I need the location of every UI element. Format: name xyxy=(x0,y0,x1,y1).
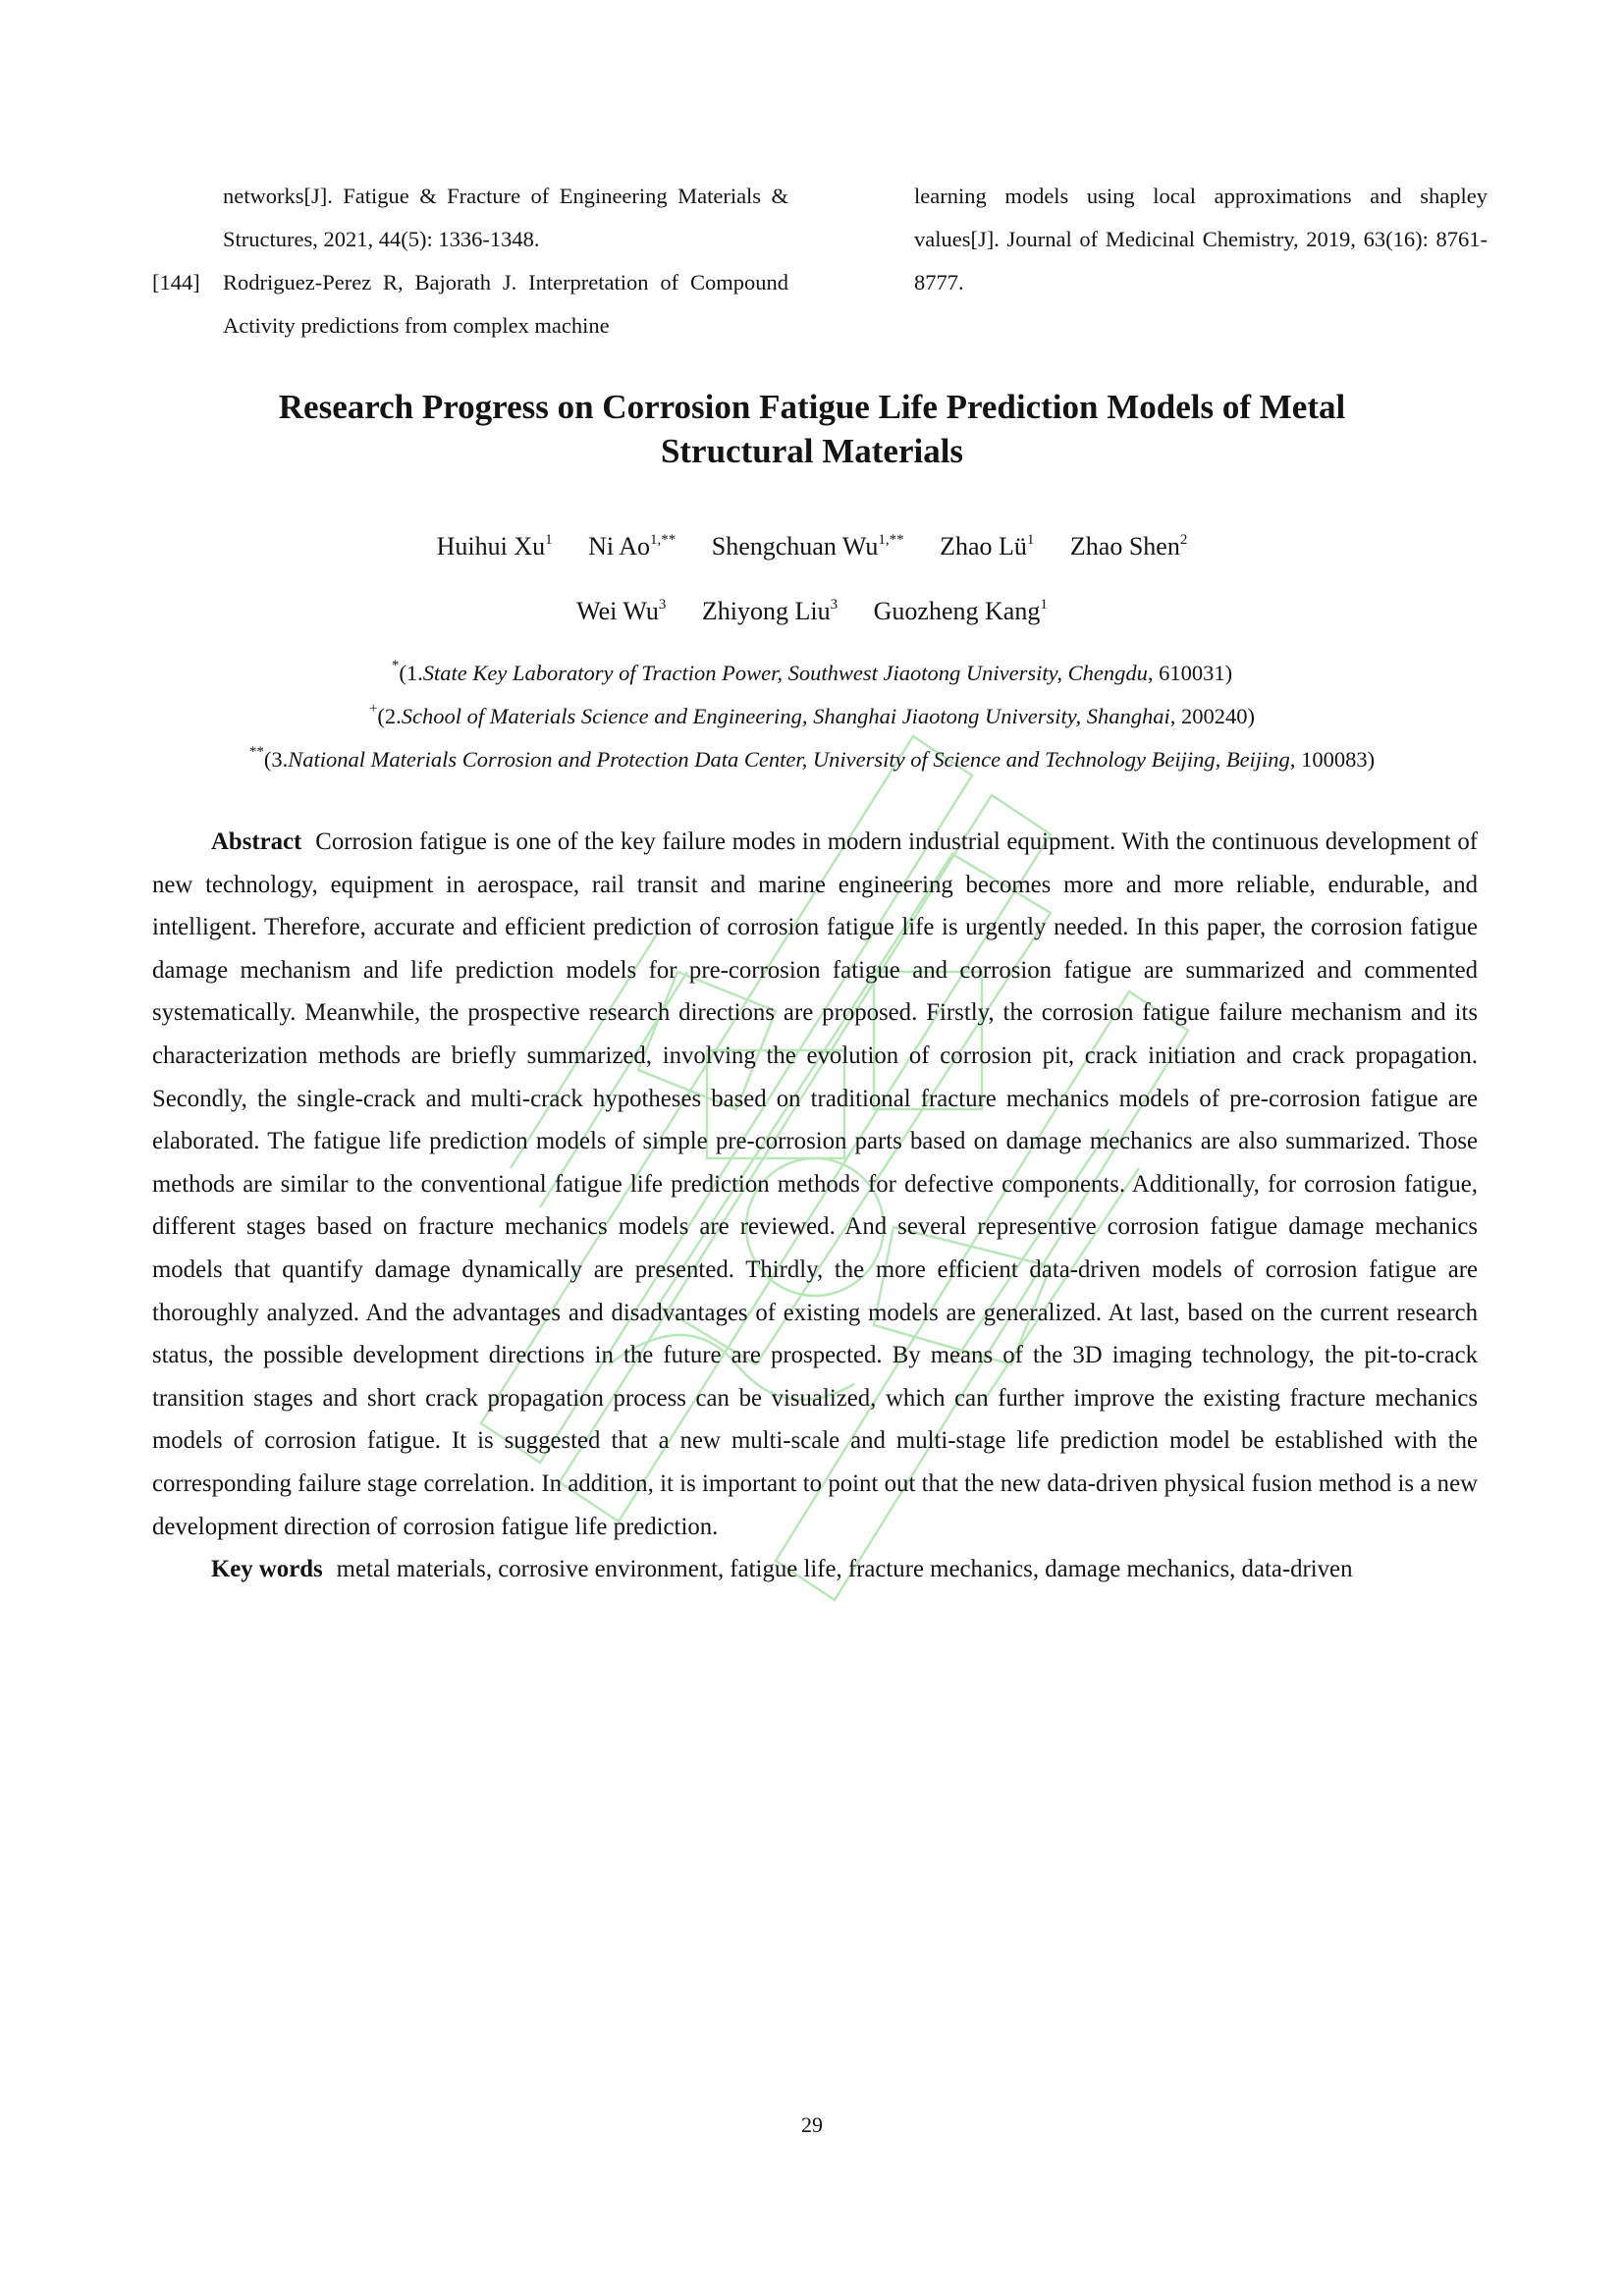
affiliation-name: School of Materials Science and Engineering, Shanghai Jiaotong University, Shanghai, xyxy=(401,704,1176,728)
author-name: Wei Wu xyxy=(576,597,659,625)
references-right-column xyxy=(914,175,1488,304)
author-list-row1 xyxy=(147,532,1477,561)
abstract-text: Corrosion fatigue is one of the key failure modes in modern industrial equipment. With the continuous development of new technology, equipment in aerospace, rail transit and marine engineering becomes more and more reliable, endurable, and intelligent. Therefore, accurate and efficient prediction of corrosion fatigue life is urgently needed. In this paper, the corrosion fatigue damage mechanism and life prediction models for pre-corrosion fatigue and corrosion fatigue are summarized and commented systematically. Meanwhile, the prospective research directions are proposed. Firstly, the corrosion fatigue failure mechanism and its characterization methods are briefly summarized, involving the evolution of corrosion pit, crack initiation and crack propagation. Secondly, the single-crack and multi-crack hypotheses based on traditional fracture mechanics models of pre-corrosion fatigue are elaborated. The fatigue life prediction models of simple pre-corrosion parts based on damage mechanics are also summarized. Those methods are similar to the conventional fatigue life prediction methods for defective components. Additionally, for corrosion fatigue, different stages based on fracture mechanics models are reviewed. And several representive corrosion fatigue damage mechanics models that quantify damage dynamically are presented. Thirdly, the more efficient data-driven models of corrosion fatigue are thoroughly analyzed. And the advantages and disadvantages of existing models are generalized. At last, based on the current research status, the possible development directions in the future are prospected. By means of the 3D imaging technology, the pit-to-crack transition stages and short crack propagation process can be visualized, which can further improve the existing fracture mechanics models of corrosion fatigue. It is suggested that a new multi-scale and multi-stage life prediction model be established with the corresponding failure stage correlation. In addition, it is important to point out that the new data-driven physical fusion method is a new development direction of corrosion fatigue life prediction. xyxy=(152,828,1478,1540)
abstract-paragraph xyxy=(152,821,1478,1548)
references-left-column xyxy=(152,175,788,347)
page-number: 29 xyxy=(801,2112,823,2137)
author xyxy=(874,597,1048,625)
affiliation-list xyxy=(147,652,1477,781)
abstract-section xyxy=(152,821,1478,1591)
author-list-row2 xyxy=(147,597,1477,626)
author-name: Huihui Xu xyxy=(436,532,546,561)
reference-text: networks[J]. Fatigue & Fracture of Engineering Materials & Structures, 2021, 44(5): 1336-1348. xyxy=(223,184,788,251)
affiliation-postcode: 610031) xyxy=(1153,661,1233,685)
affiliation-number: (1. xyxy=(399,661,423,685)
reference-text: learning models using local approximations and shapley values[J]. Journal of Medicinal Chemistry, 2019, 63(16): 8761-8777. xyxy=(914,184,1488,294)
affiliation xyxy=(147,738,1477,781)
author xyxy=(712,532,904,561)
author-affiliation-mark: 3 xyxy=(658,597,667,613)
paper-title-line2: Structural Materials xyxy=(660,432,964,470)
author-affiliation-mark: 1,** xyxy=(878,532,904,548)
author-name: Zhiyong Liu xyxy=(701,597,831,625)
affiliation-postcode: 100083) xyxy=(1295,747,1376,772)
affiliation xyxy=(147,652,1477,695)
reference-number: [144] xyxy=(152,270,200,294)
affiliation-postcode: 200240) xyxy=(1175,704,1256,728)
author-affiliation-mark: 1 xyxy=(1040,597,1048,613)
author xyxy=(1070,532,1187,561)
author-affiliation-mark: 1 xyxy=(1026,532,1035,548)
abstract-label: Abstract xyxy=(211,828,302,855)
reference-entry xyxy=(152,261,788,347)
affiliation-mark: * xyxy=(391,658,400,673)
keywords-paragraph xyxy=(152,1548,1478,1591)
author-name: Zhao Shen xyxy=(1069,532,1180,561)
paper-title-line1: Research Progress on Corrosion Fatigue Life Prediction Models of Metal xyxy=(278,388,1346,426)
author-affiliation-mark: 2 xyxy=(1179,532,1188,548)
affiliation xyxy=(147,695,1477,738)
paper-title xyxy=(147,385,1477,473)
reference-entry xyxy=(152,175,788,261)
author xyxy=(437,532,553,561)
author-name: Shengchuan Wu xyxy=(711,532,879,561)
affiliation-name: State Key Laboratory of Traction Power, Southwest Jiaotong University, Chengdu, xyxy=(422,661,1154,685)
author-name: Guozheng Kang xyxy=(873,597,1041,625)
keywords-text: metal materials, corrosive environment, fatigue life, fracture mechanics, damage mechanics, data-driven xyxy=(336,1556,1353,1583)
author xyxy=(940,532,1034,561)
author-affiliation-mark: 1 xyxy=(545,532,553,548)
affiliation-mark: + xyxy=(368,701,378,717)
reference-entry xyxy=(914,175,1488,304)
affiliation-number: (3. xyxy=(263,747,289,772)
author-affiliation-mark: 3 xyxy=(830,597,839,613)
affiliation-number: (2. xyxy=(377,704,402,728)
author-name: Zhao Lü xyxy=(940,532,1027,561)
author xyxy=(588,532,676,561)
author-name: Ni Ao xyxy=(588,532,650,561)
keywords-label: Key words xyxy=(211,1556,323,1583)
affiliation-mark: ** xyxy=(248,744,264,760)
affiliation-name: National Materials Corrosion and Protection Data Center, University of Science and Technology Beijing, Beijing, xyxy=(288,747,1296,772)
author xyxy=(576,597,666,625)
author-affiliation-mark: 1,** xyxy=(650,532,677,548)
reference-text: Rodriguez-Perez R, Bajorath J. Interpretation of Compound Activity predictions from complex machine xyxy=(223,270,788,338)
author xyxy=(702,597,838,625)
